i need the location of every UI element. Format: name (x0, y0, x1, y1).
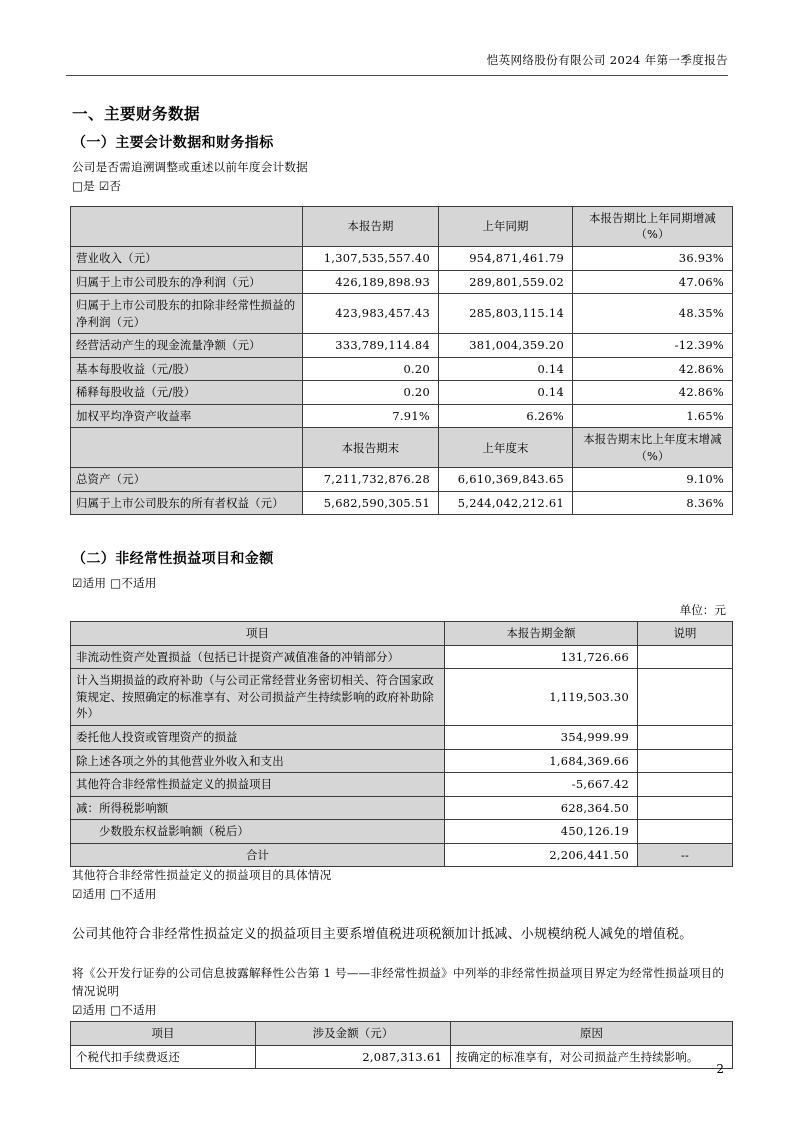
row-amount: -5,667.42 (445, 773, 638, 797)
row-current: 426,189,898.93 (303, 270, 439, 294)
col-header-item: 项目 (71, 622, 445, 646)
main-financial-table (70, 206, 733, 515)
row-change: 1.65% (573, 404, 733, 428)
table-header-row-period (71, 206, 733, 246)
col-header-amount: 本报告期金额 (445, 622, 638, 646)
section-heading-2: （二）非经常性损益项目和金额 (72, 551, 274, 568)
row-current: 0.20 (303, 357, 439, 381)
row-current: 333,789,114.84 (303, 334, 439, 358)
reclassification-table (70, 1021, 733, 1069)
col-header-change-balance: 本报告期末比上年度末增减（%） (573, 428, 733, 468)
row-label: 归属于上市公司股东的所有者权益（元） (71, 491, 303, 515)
row-amount: 1,684,369.66 (445, 749, 638, 773)
other-items-title: 其他符合非经常性损益定义的损益项目的具体情况 (72, 868, 332, 883)
row-change: 36.93% (573, 247, 733, 271)
row-amount: 450,126.19 (445, 820, 638, 844)
row-current: 7.91% (303, 404, 439, 428)
table-row (71, 294, 733, 334)
col-header-blank-1 (71, 206, 303, 246)
row-item: 个税代扣手续费返还 (71, 1045, 256, 1069)
row-note (638, 773, 733, 797)
row-label: 归属于上市公司股东的净利润（元） (71, 270, 303, 294)
row-label: 经营活动产生的现金流量净额（元） (71, 334, 303, 358)
row-prior: 0.14 (439, 357, 573, 381)
table-header-row-balance (71, 428, 733, 468)
section-heading-1: （一）主要会计数据和财务指标 (72, 135, 274, 151)
row-item: 除上述各项之外的其他营业外收入和支出 (71, 749, 445, 773)
row-amount: 354,999.99 (445, 726, 638, 750)
row-prior: 0.14 (439, 381, 573, 405)
col-header-current-period: 本报告期 (303, 206, 439, 246)
row-prior: 381,004,359.20 (439, 334, 573, 358)
row-note (638, 669, 733, 726)
row-current: 5,682,590,305.51 (303, 491, 439, 515)
row-prior: 285,803,115.14 (439, 294, 573, 334)
table-row (71, 247, 733, 271)
col-header-current-balance: 本报告期末 (303, 428, 439, 468)
col-header-change-period: 本报告期比上年同期增减（%） (573, 206, 733, 246)
row-prior: 954,871,461.79 (439, 247, 573, 271)
total-label: 合计 (71, 843, 445, 867)
row-item: 少数股东权益影响额（税后） (71, 820, 445, 844)
row-amount: 628,364.50 (445, 796, 638, 820)
row-item: 其他符合非经常性损益定义的损益项目 (71, 773, 445, 797)
row-label: 基本每股收益（元/股） (71, 357, 303, 381)
row-prior: 5,244,042,212.61 (439, 491, 573, 515)
page-title: 一、主要财务数据 (72, 104, 201, 123)
reclassification-applicable: ☑适用 □不适用 (72, 1003, 157, 1018)
table-row (71, 726, 733, 750)
reclassification-title: 将《公开发行证券的公司信息披露解释性公告第 1 号——非经常性损益》中列举的非经常性损益项目界定为经常性损益项目的情况说明 (72, 966, 725, 999)
table-total-row (71, 843, 733, 867)
table-header-row (71, 1022, 733, 1046)
total-amount: 2,206,441.50 (445, 843, 638, 867)
table-row (71, 1045, 733, 1069)
running-header: 恺英网络股份有限公司 2024 年第一季度报告 (66, 0, 728, 76)
row-label: 总资产（元） (71, 468, 303, 492)
nonrecurring-items-table (70, 621, 733, 867)
unit-label: 单位：元 (679, 603, 726, 618)
other-items-applicable: ☑适用 □不适用 (72, 887, 157, 902)
row-label: 加权平均净资产收益率 (71, 404, 303, 428)
row-item: 减：所得税影响额 (71, 796, 445, 820)
row-change: 9.10% (573, 468, 733, 492)
table-row (71, 468, 733, 492)
col-header-item: 项目 (71, 1022, 256, 1046)
table-row (71, 381, 733, 405)
row-note (638, 645, 733, 669)
row-reason: 按确定的标准享有，对公司损益产生持续影响。 (451, 1045, 733, 1069)
section2-applicable: ☑适用 □不适用 (72, 576, 157, 591)
row-note (638, 820, 733, 844)
row-change: 48.35% (573, 294, 733, 334)
row-prior: 289,801,559.02 (439, 270, 573, 294)
table-row (71, 357, 733, 381)
table-row (71, 773, 733, 797)
row-change: 47.06% (573, 270, 733, 294)
row-label: 稀释每股收益（元/股） (71, 381, 303, 405)
row-current: 1,307,535,557.40 (303, 247, 439, 271)
table-row (71, 796, 733, 820)
table-row (71, 669, 733, 726)
col-header-amount: 涉及金额（元） (256, 1022, 451, 1046)
row-prior: 6.26% (439, 404, 573, 428)
row-amount: 131,726.66 (445, 645, 638, 669)
row-label: 营业收入（元） (71, 247, 303, 271)
row-prior: 6,610,369,843.65 (439, 468, 573, 492)
col-header-prior-balance: 上年度末 (439, 428, 573, 468)
row-amount: 2,087,313.61 (256, 1045, 451, 1069)
table-row (71, 334, 733, 358)
row-item: 非流动性资产处置损益（包括已计提资产减值准备的冲销部分） (71, 645, 445, 669)
table-header-row (71, 622, 733, 646)
table-row (71, 749, 733, 773)
table-row (71, 270, 733, 294)
page-number: 2 (716, 1062, 724, 1076)
row-current: 7,211,732,876.28 (303, 468, 439, 492)
table-row (71, 820, 733, 844)
table-row (71, 404, 733, 428)
col-header-note: 说明 (638, 622, 733, 646)
row-current: 423,983,457.43 (303, 294, 439, 334)
row-note (638, 749, 733, 773)
row-item: 委托他人投资或管理资产的损益 (71, 726, 445, 750)
row-item: 计入当期损益的政府补助（与公司正常经营业务密切相关、符合国家政策规定、按照确定的标准享有、对公司损益产生持续影响的政府补助除外） (71, 669, 445, 726)
table-row (71, 645, 733, 669)
row-label: 归属于上市公司股东的扣除非经常性损益的净利润（元） (71, 294, 303, 334)
retrospective-answer: □是 ☑否 (72, 178, 122, 193)
col-header-blank-2 (71, 428, 303, 468)
col-header-reason: 原因 (451, 1022, 733, 1046)
total-note: -- (638, 843, 733, 867)
row-change: 8.36% (573, 491, 733, 515)
row-change: 42.86% (573, 357, 733, 381)
row-current: 0.20 (303, 381, 439, 405)
row-note (638, 796, 733, 820)
row-amount: 1,119,503.30 (445, 669, 638, 726)
row-change: 42.86% (573, 381, 733, 405)
col-header-prior-period: 上年同期 (439, 206, 573, 246)
table-row (71, 491, 733, 515)
row-note (638, 726, 733, 750)
retrospective-question: 公司是否需追溯调整或重述以前年度会计数据 (72, 160, 308, 174)
row-change: -12.39% (573, 334, 733, 358)
other-items-body: 公司其他符合非经常性损益定义的损益项目主要系增值税进项税额加计抵减、小规模纳税人减免的增值税。 (72, 927, 693, 943)
